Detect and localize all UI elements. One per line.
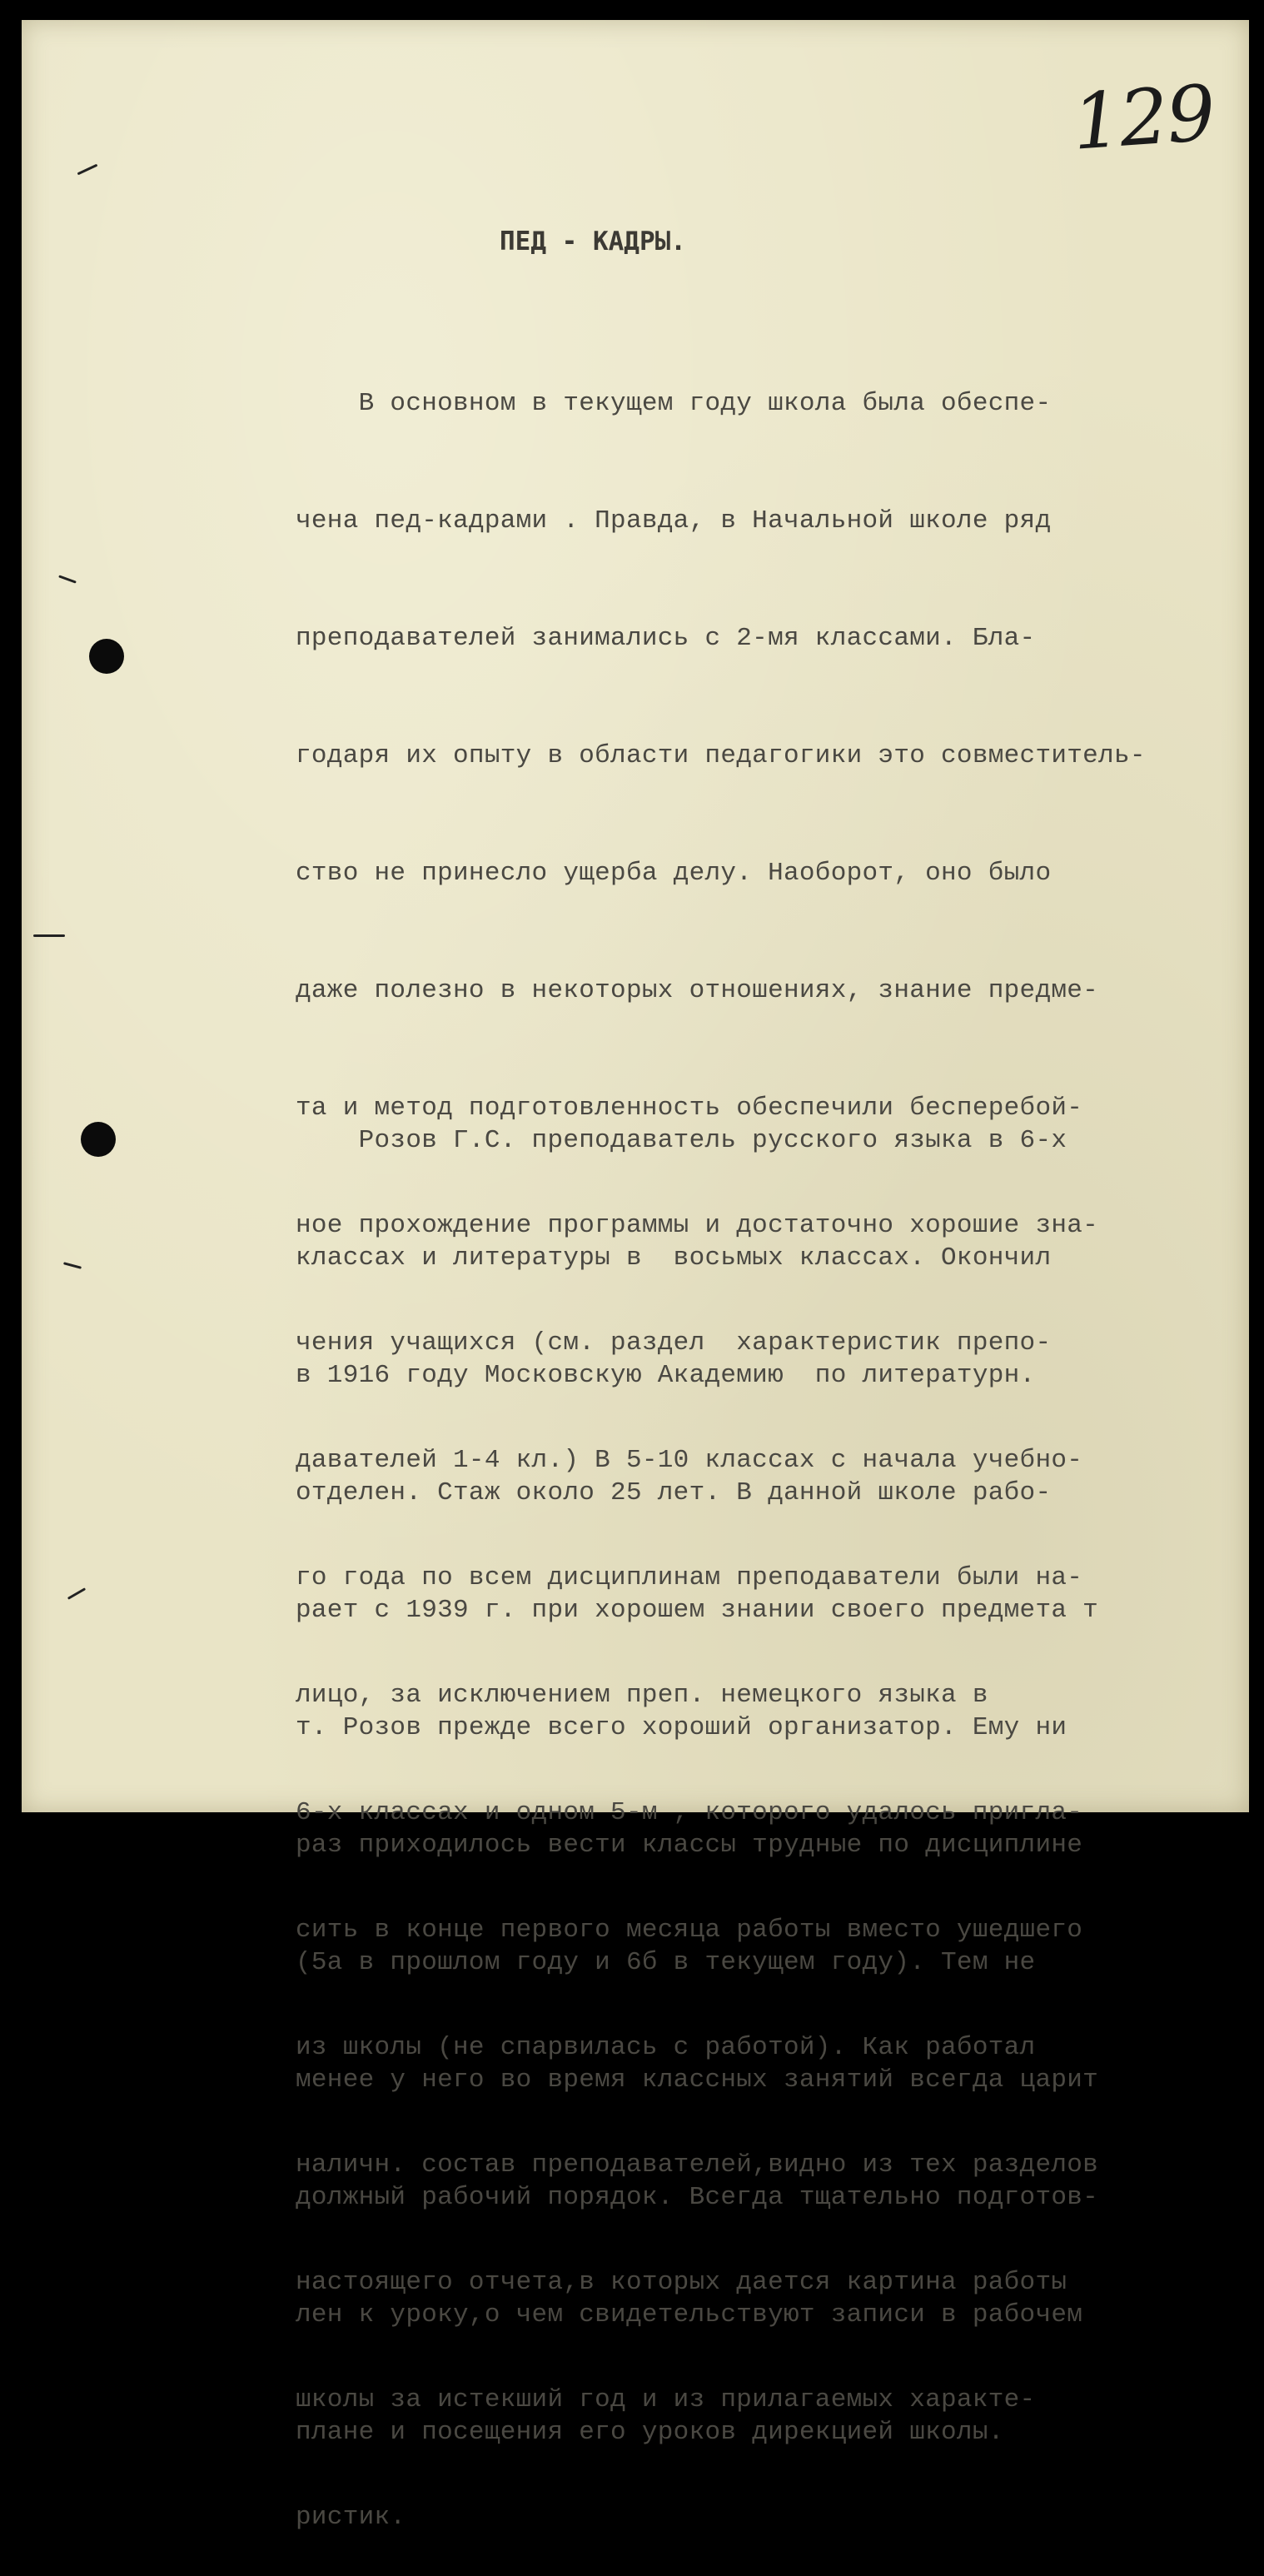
text-line: 6-х классах и одном 5-м , которого удалось пригла-	[296, 1798, 1083, 1827]
text-line: лицо, за исключением преп. немецкого языка в	[296, 1681, 988, 1710]
text-line: В основном в текущем году школа была обеспе-	[296, 389, 1052, 418]
text-line: ство не принесло ущерба делу. Наоборот, оно было	[296, 859, 1052, 888]
text-line: школы за истекший год и из прилагаемых характе-	[296, 2385, 1036, 2414]
text-line: должный рабочий порядок. Всегда тщательно подготов-	[296, 2183, 1099, 2212]
text-line: менее у него во время классных занятий всегда царит	[296, 2065, 1099, 2095]
text-line: го года по всем дисциплинам преподаватели были на-	[296, 1563, 1083, 1592]
text-line: лен к уроку,о чем свидетельствуют записи в рабочем	[296, 2300, 1083, 2329]
text-line: отделен. Стаж около 25 лет. В данной школе рабо-	[296, 1478, 1052, 1507]
punch-hole-top	[89, 639, 124, 674]
folio-number: 129	[1069, 68, 1217, 167]
text-line: даже полезно в некоторых отношениях, знание предме-	[296, 976, 1099, 1005]
punch-hole-bottom	[81, 1122, 116, 1157]
text-line: рает с 1939 г. при хорошем знании своего предмета т	[296, 1596, 1099, 1625]
text-line: чена пед-кадрами . Правда, в Начальной школе ряд	[296, 506, 1052, 536]
text-line: классах и литературы в восьмых классах. Окончил	[296, 1243, 1052, 1273]
page-title: ПЕД - КАДРЫ.	[500, 227, 686, 257]
text-line: годаря их опыту в области педагогики это совместитель-	[296, 741, 1146, 770]
margin-mark	[33, 934, 65, 937]
text-line: настоящего отчета,в которых дается картина работы	[296, 2268, 1067, 2297]
text-line: Розов Г.С. преподаватель русского языка в 6-х	[296, 1126, 1067, 1155]
text-line: плане и посещения его уроков дирекцией школы.	[296, 2418, 1004, 2447]
text-line: ное прохождение программы и достаточно хорошие зна-	[296, 1211, 1099, 1240]
text-line: в 1916 году Московскую Академию по литературн.	[296, 1361, 1036, 1390]
text-line: сить в конце первого месяца работы вместо ушедшего	[296, 1916, 1083, 1945]
text-line: та и метод подготовленность обеспечили бесперебой-	[296, 1094, 1083, 1123]
text-line: наличн. состав преподавателей,видно из тех разделов	[296, 2150, 1099, 2180]
text-line: ристик.	[296, 2503, 406, 2532]
text-line: преподавателей занимались с 2-мя классами. Бла-	[296, 624, 1036, 653]
paragraph-rozov	[296, 1043, 1098, 2491]
text-line: давателей 1-4 кл.) В 5-10 классах с начала учебно-	[296, 1446, 1083, 1475]
text-line: из школы (не спарвилась с работой). Как работал	[296, 2033, 1036, 2062]
text-line: раз приходилось вести классы трудные по дисциплине	[296, 1831, 1083, 1860]
text-line: чения учащихся (см. раздел характеристик препо-	[296, 1328, 1052, 1358]
text-line: т. Розов прежде всего хороший организатор. Ему ни	[296, 1713, 1067, 1742]
text-line: (5а в прошлом году и 6б в текущем году). Тем не	[296, 1948, 1036, 1977]
